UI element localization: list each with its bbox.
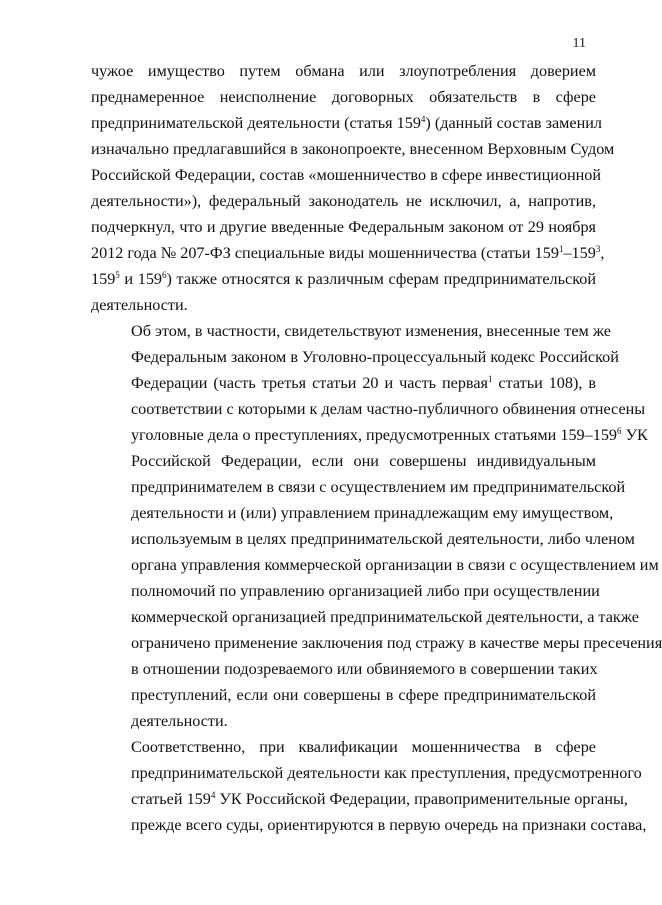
paragraph xyxy=(91,734,647,838)
superscript: 5 xyxy=(115,270,120,280)
text-run: в отношении подозреваемого или обвиняемого в совершении таких xyxy=(131,660,598,678)
body-text xyxy=(91,58,662,838)
text-line xyxy=(91,500,614,526)
text-line xyxy=(91,708,596,734)
text-run: УК xyxy=(621,426,648,444)
text-line xyxy=(91,266,596,292)
text-run: Соответственно, при квалификации мошенничества в сфере xyxy=(131,738,596,756)
text-line xyxy=(91,604,639,630)
text-run: деятельности. xyxy=(131,712,228,730)
text-run: предпринимательской деятельности как преступления, предусмотренного xyxy=(131,764,642,782)
text-line xyxy=(91,786,628,812)
superscript: 1 xyxy=(558,244,564,254)
text-run: Российской Федерации, если они совершены индивидуальным xyxy=(131,452,596,470)
text-run: и 159 xyxy=(119,270,163,288)
text-line xyxy=(91,682,596,708)
text-run: подчеркнул, что и другие введенные Федеральным законом от 29 ноября xyxy=(91,218,596,236)
text-line xyxy=(91,240,605,266)
text-run: преступлений, если они совершены в сфере предпринимательской xyxy=(131,686,596,704)
text-line xyxy=(91,474,626,500)
text-run: 2012 года № 207-ФЗ специальные виды мошенничества (статьи 159 xyxy=(91,244,559,262)
superscript: 1 xyxy=(487,374,493,384)
superscript: 4 xyxy=(210,790,216,800)
text-line xyxy=(91,344,619,370)
text-line xyxy=(91,630,662,656)
text-line xyxy=(91,318,611,344)
text-run: преднамеренное неисполнение договорных обязательств в сфере xyxy=(91,88,596,106)
text-line xyxy=(91,656,596,682)
text-run: изначально предлагавшийся в законопроекте, внесенном Верховным Судом xyxy=(91,140,615,158)
text-run: используемым в целях предпринимательской деятельности, либо членом xyxy=(131,530,635,548)
text-line xyxy=(91,552,659,578)
text-line xyxy=(91,370,596,396)
text-line xyxy=(91,422,648,448)
text-run: , xyxy=(600,244,605,262)
text-run: –159 xyxy=(563,244,596,262)
text-line xyxy=(91,526,635,552)
text-run: соответствии с которыми к делам частно-публичного обвинения отнесены xyxy=(131,400,646,418)
text-line xyxy=(91,58,596,84)
text-line xyxy=(91,214,596,240)
text-run: Российской Федерации, состав «мошенничество в сфере инвестиционной xyxy=(91,166,602,184)
superscript: 6 xyxy=(162,270,167,280)
paragraph xyxy=(91,58,615,318)
text-line xyxy=(91,188,596,214)
text-run: ограничено применение заключения под стражу в качестве меры пресечения xyxy=(131,634,662,652)
text-run: Федеральным законом в Уголовно-процессуальный кодекс Российской xyxy=(131,348,619,366)
page-number: 11 xyxy=(572,36,586,51)
text-run: деятельности и (или) управлением принадлежащим ему имуществом, xyxy=(131,504,614,522)
superscript: 4 xyxy=(420,114,426,124)
text-line xyxy=(91,812,647,838)
paragraph xyxy=(91,318,662,734)
text-run: чужое имущество путем обмана или злоупотребления доверием xyxy=(91,62,596,80)
text-run: Федерации (часть третья статьи 20 и часть первая xyxy=(131,374,488,392)
text-run: коммерческой организацией предпринимательской деятельности, а также xyxy=(131,608,639,626)
text-run: 159 xyxy=(91,270,116,288)
text-run: статьи 108), в xyxy=(492,374,596,392)
text-run: предпринимателем в связи с осуществлением им предпринимательской xyxy=(131,478,626,496)
text-line xyxy=(91,760,642,786)
text-run: предпринимательской деятельности (статья 159 xyxy=(91,114,421,132)
text-line xyxy=(91,448,596,474)
text-run: УК Российской Федерации, правоприменительные органы, xyxy=(215,790,628,808)
text-line xyxy=(91,110,603,136)
text-run: деятельности»), федеральный законодатель не исключил, а, напротив, xyxy=(91,192,596,210)
superscript: 3 xyxy=(595,244,601,254)
text-run: статьей 159 xyxy=(131,790,211,808)
text-run: полномочий по управлению организацией либо при осуществлении xyxy=(131,582,600,600)
text-run: деятельности. xyxy=(91,296,188,314)
text-run: Об этом, в частности, свидетельствуют изменения, внесенные тем же xyxy=(131,322,611,340)
text-run: уголовные дела о преступлениях, предусмотренных статьями 159–159 xyxy=(131,426,618,444)
text-line xyxy=(91,578,600,604)
text-run: органа управления коммерческой организации в связи с осуществлением им xyxy=(131,556,659,574)
text-line xyxy=(91,136,615,162)
text-run: ) также относятся к различным сферам предпринимательской xyxy=(166,270,596,288)
text-run: ) (данный состав заменил xyxy=(425,114,603,132)
text-line xyxy=(91,734,596,760)
text-line xyxy=(91,396,646,422)
text-line xyxy=(91,162,602,188)
text-line xyxy=(91,292,596,318)
text-line xyxy=(91,84,596,110)
text-run: прежде всего суды, ориентируются в первую очередь на признаки состава, xyxy=(131,816,647,834)
superscript: 6 xyxy=(617,426,622,436)
